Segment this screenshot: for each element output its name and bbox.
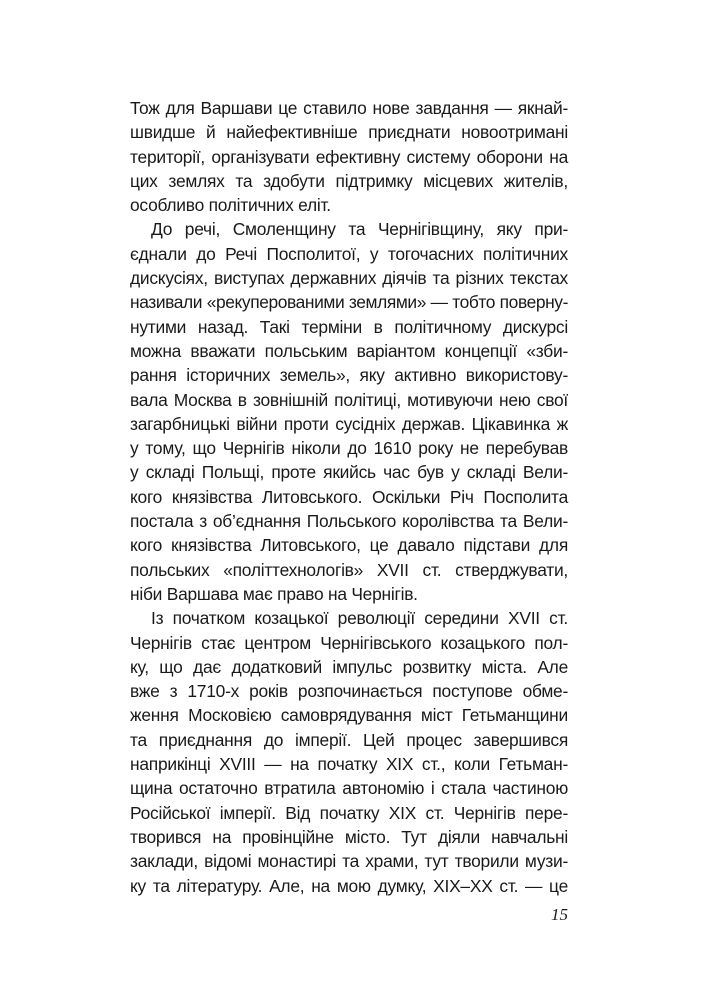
text-line: у складі Польщі, проте якийсь час був у складі Вели-: [130, 462, 568, 483]
text-line: цих землях та здобути підтримку місцевих жителів,: [130, 170, 568, 191]
text-line: постала з об’єднання Польського королівства та Вели-: [130, 511, 568, 532]
body-text: [130, 96, 568, 898]
page-number: 15: [551, 905, 568, 924]
text-line: щина остаточно втратила автономію і стала частиною: [130, 778, 568, 799]
text-line: можна вважати польським варіантом концепції «зби-: [130, 340, 568, 361]
text-line: швидше й найефективніше приєднати новоотримані: [130, 122, 568, 143]
text-line: вже з 1710-х років розпочинається поступове обме-: [130, 681, 568, 702]
text-line: називали «рекуперованими землями» — тобто поверну-: [130, 292, 568, 313]
text-line: ку, що дає додатковий імпульс розвитку міста. Але: [130, 656, 568, 677]
text-line: ніби Варшава має право на Чернігів.: [130, 583, 418, 604]
text-line: рання історичних земель», яку активно використову-: [130, 365, 568, 386]
paragraph-1: [130, 96, 568, 217]
text-line: та приєднання до імперії. Цей процес завершився: [130, 729, 568, 750]
text-line: творився на провінційне місто. Тут діяли навчальні: [130, 826, 568, 847]
text-line: загарбницькі війни проти сусідніх держав. Цікавинка ж: [130, 413, 568, 434]
paragraph-3: [130, 606, 568, 898]
text-line: ження Московією самоврядування міст Гетьманщини: [130, 705, 568, 726]
text-line: дискусіях, виступах державних діячів та різних текстах: [130, 268, 568, 289]
text-line: у тому, що Чернігів ніколи до 1610 року не перебував: [130, 438, 568, 459]
text-line: вала Москва в зовнішній політиці, мотивуючи нею свої: [130, 389, 568, 410]
text-line: Російської імперії. Від початку XIX ст. Чернігів пере-: [130, 802, 568, 823]
text-line: заклади, відомі монастирі та храми, тут творили музи-: [130, 851, 568, 872]
text-line: Із початком козацької революції середини XVII ст.: [151, 608, 568, 629]
text-line: єднали до Речі Посполитої, у тогочасних політичних: [130, 243, 568, 264]
paragraph-2: [130, 217, 568, 606]
text-line: нутими назад. Такі терміни в політичному дискурсі: [130, 316, 568, 337]
text-line: Тож для Варшави це ставило нове завдання — якнай-: [130, 98, 568, 118]
text-line: До речі, Смоленщину та Чернігівщину, яку при-: [151, 219, 568, 240]
text-line: кого князівства Литовського, це давало підстави для: [130, 535, 568, 556]
text-line: Чернігів стає центром Чернігівського козацького пол-: [130, 632, 568, 653]
text-line: наприкінці XVIII — на початку XIX ст., коли Гетьман-: [130, 754, 568, 775]
text-line: території, організувати ефективну систему оборони на: [130, 146, 568, 167]
text-line: кого князівства Литовського. Оскільки Річ Посполита: [130, 486, 568, 507]
text-line: особливо політичних еліт.: [130, 195, 331, 216]
text-line: ку та літературу. Але, на мою думку, XIX–XX ст. — це: [130, 875, 568, 896]
text-line: польських «політтехнологів» XVII ст. стверджувати,: [130, 559, 568, 580]
